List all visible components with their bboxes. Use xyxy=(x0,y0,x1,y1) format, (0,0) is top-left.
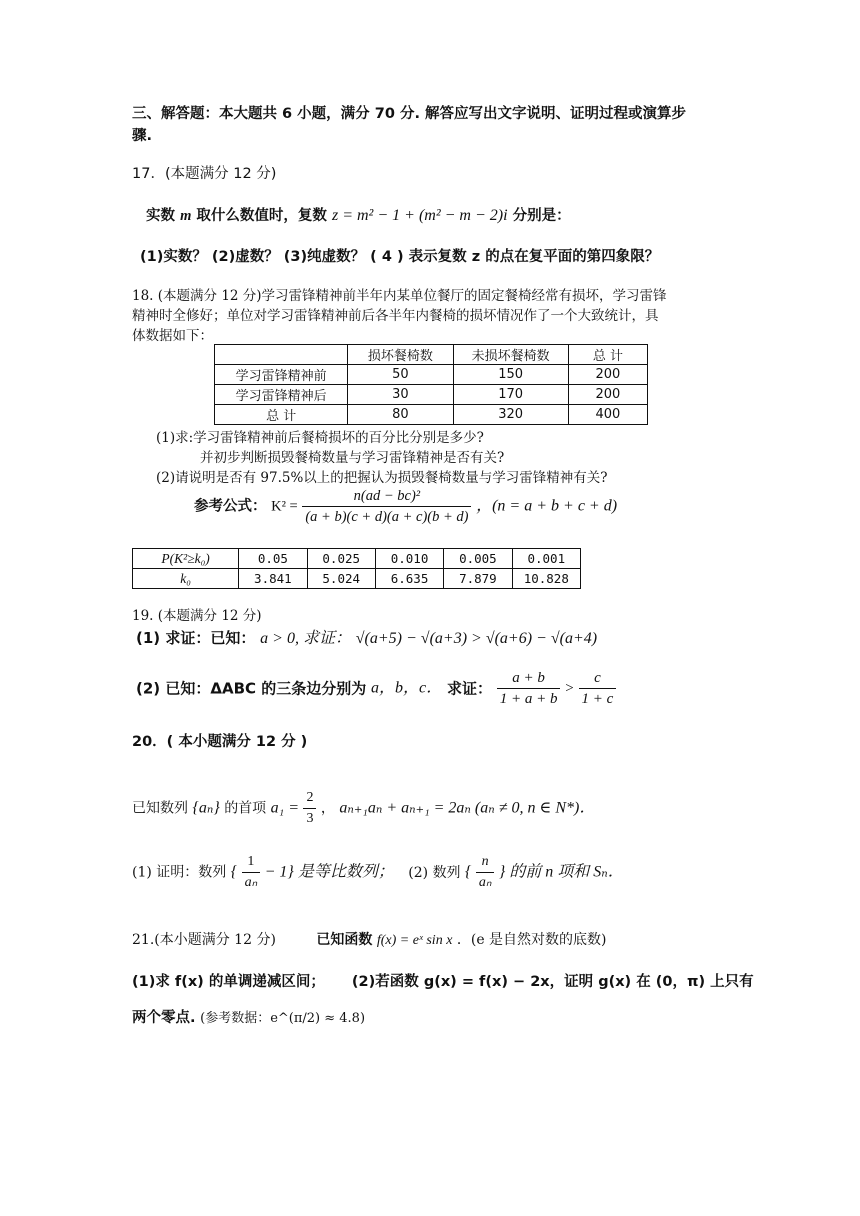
q20-p2-den: aₙ xyxy=(478,875,492,890)
table-cell: 200 xyxy=(568,385,647,405)
q20-stem: 已知数列 {aₙ} 的首项 a₁ = $\frac{2}{3}$ ， aₙ₊₁aₙ + aₙ₊₁ = 2aₙ (aₙ ≠ 0, n ∈ N*)． xyxy=(132,788,595,832)
table-cell: 320 xyxy=(453,405,568,425)
q21-ref: (参考数据：e^(π/2) ≈ 4.8) xyxy=(200,1011,366,1026)
q18-line3: 体数据如下： xyxy=(132,328,213,344)
table-cell: 总 计 xyxy=(215,405,348,425)
q21-stem: 已知函数 xyxy=(316,932,373,948)
q18-formula-label: 参考公式： xyxy=(194,498,267,515)
table-row xyxy=(215,405,648,425)
q19-p1-cond: a > 0, 求证： xyxy=(260,630,351,647)
table-cell: 10.828 xyxy=(512,569,580,589)
q20-seq: {aₙ} xyxy=(192,799,220,817)
q18-formula xyxy=(194,486,617,530)
q21-title: 21.(本小题满分 12 分) xyxy=(132,932,276,948)
q18-sub1b: 并初步判断损毁餐椅数量与学习雷锋精神是否有关? xyxy=(200,450,505,466)
q19-p2-num-left: a + b xyxy=(497,668,561,689)
q17-stem-a: 实数 xyxy=(146,208,175,224)
table-row xyxy=(133,549,581,569)
table-row xyxy=(215,365,648,385)
q19-p2-den-right: 1 + c xyxy=(581,691,614,707)
q17-title: 17．(本题满分 12 分) xyxy=(132,166,277,182)
q20-a1-fraction xyxy=(303,788,316,829)
q20-p2: (2) 数列 xyxy=(408,864,461,881)
table-cell: 170 xyxy=(453,385,568,405)
q20-stem-b: 的首项 xyxy=(224,800,267,817)
table-cell: 400 xyxy=(568,405,647,425)
q21-p1: (1)求 f(x) 的单调递减区间； xyxy=(132,974,325,990)
q19-p2-label: (2) 已知：ΔABC 的三条边分别为 xyxy=(136,679,367,698)
table-cell: 学习雷锋精神前 xyxy=(215,365,348,385)
table-cell: 6.635 xyxy=(375,569,443,589)
q20-p2-tail: } 的前 n 项和 Sₙ． xyxy=(498,863,624,881)
q20-p1: (1) 证明：数列 xyxy=(132,864,227,881)
q18-line2: 精神时全修好；单位对学习雷锋精神前后各半年内餐椅的损坏情况作了一个大致统计，具 xyxy=(132,308,659,324)
table-cell: 30 xyxy=(348,385,453,405)
q20-recur: aₙ₊₁aₙ + aₙ₊₁ = 2aₙ (aₙ ≠ 0, n ∈ N*)． xyxy=(339,799,596,817)
q18-formula-tail: ，(n = a + b + c + d) xyxy=(476,497,618,515)
table-cell: 0.005 xyxy=(444,549,512,569)
q17-stem-b: 取什么数值时，复数 xyxy=(196,208,327,224)
q18-formula-lhs: K² = xyxy=(271,498,298,515)
table-cell: 3.841 xyxy=(239,569,307,589)
table-cell: 150 xyxy=(453,365,568,385)
q20-stem-a: 已知数列 xyxy=(132,800,188,817)
section-heading-cont: 骤. xyxy=(132,128,153,144)
q20-a1-den: 3 xyxy=(306,811,314,826)
table-row xyxy=(133,569,581,589)
q21-note: ．(e 是自然对数的底数) xyxy=(456,932,607,948)
q19-p2-fraction-right xyxy=(579,668,617,709)
q18-data-table xyxy=(214,344,648,425)
table-row xyxy=(215,385,648,405)
table-cell xyxy=(215,345,348,365)
q19-p2-num-right: c xyxy=(579,668,617,689)
section-heading: 三、解答题：本大题共 6 小题，满分 70 分. 解答应写出文字说明、证明过程或演算步 xyxy=(132,106,687,122)
q19-p2-fraction-left xyxy=(497,668,561,709)
table-cell: 5.024 xyxy=(307,569,375,589)
q19-p2-den-left: 1 + a + b xyxy=(499,691,558,707)
table-row xyxy=(215,345,648,365)
q20-p2-num: n xyxy=(476,852,495,873)
q19-title: 19. (本题满分 12 分) xyxy=(132,608,262,624)
table-cell: 未损坏餐椅数 xyxy=(453,345,568,365)
table-cell: P(K²≥k₀) xyxy=(133,549,239,569)
q19-part1 xyxy=(136,628,597,649)
table-cell: 0.05 xyxy=(239,549,307,569)
q17-stem xyxy=(146,206,571,226)
table-cell: k₀ xyxy=(133,569,239,589)
q20-parts: (1) 证明：数列 { $\frac{1}{\text{aₙ}}$ − 1} 是等比数列； (2) 数列 { $\frac{n}{\text{aₙ}}$ } 的前 n 项和 Sₙ． xyxy=(132,852,624,896)
q20-p2-fraction xyxy=(476,852,495,893)
q18-line1: 18. (本题满分 12 分)学习雷锋精神前半年内某单位餐厅的固定餐椅经常有损坏，学习雷锋 xyxy=(132,288,667,304)
q20-p1-num: 1 xyxy=(242,852,261,873)
q21-line1 xyxy=(132,930,607,951)
q18-sub2: (2)请说明是否有 97.5%以上的把握认为损毁餐椅数量与学习雷锋精神有关? xyxy=(156,470,608,486)
q21-func: f(x) = eˣ sin x xyxy=(376,933,453,948)
q19-p1-label: (1) 求证：已知： xyxy=(136,629,256,647)
table-cell: 损坏餐椅数 xyxy=(348,345,453,365)
table-cell: 0.025 xyxy=(307,549,375,569)
table-cell: 0.010 xyxy=(375,549,443,569)
table-cell: 学习雷锋精神后 xyxy=(215,385,348,405)
q21-line2 xyxy=(132,972,754,992)
q19-part2 xyxy=(136,668,616,712)
table-cell: 0.001 xyxy=(512,549,580,569)
q19-p2-vars: a，b，c． xyxy=(371,679,443,697)
q20-p1-tail: − 1} 是等比数列； xyxy=(264,863,394,881)
q18-formula-denominator: (a + b)(c + d)(a + c)(b + d) xyxy=(305,509,469,525)
table-cell: 总 计 xyxy=(568,345,647,365)
q17-stem-m: m xyxy=(180,208,192,224)
q21-p2: (2)若函数 g(x) = f(x) − 2x，证明 g(x) 在 (0，π) 上只有 xyxy=(351,974,754,990)
q17-formula: z = m² − 1 + (m² − m − 2)i xyxy=(331,207,508,224)
q20-a1-num: 2 xyxy=(303,788,316,809)
q19-p2-gt: > xyxy=(565,680,574,697)
q17-parts: (1)实数？ (2)虚数？ (3)纯虚数？ ( 4 ) 表示复数 z 的点在复平面的第四象限？ xyxy=(140,249,660,265)
q18-sub1: (1)求:学习雷锋精神前后餐椅损坏的百分比分别是多少? xyxy=(156,430,484,446)
q21-line3 xyxy=(132,1008,365,1029)
q20-a1: a₁ = xyxy=(270,799,299,817)
q18-formula-numerator: n(ad − bc)² xyxy=(302,486,471,507)
q18-formula-fraction xyxy=(302,486,471,527)
q18-k-table xyxy=(132,548,581,589)
table-cell: 50 xyxy=(348,365,453,385)
q20-p1-fraction xyxy=(242,852,261,893)
table-cell: 200 xyxy=(568,365,647,385)
q19-p1-expr: √(a+5) − √(a+3) > √(a+6) − √(a+4) xyxy=(355,630,598,647)
q21-p2b: 两个零点. xyxy=(132,1010,196,1026)
q20-p1-den: aₙ xyxy=(244,875,258,890)
table-cell: 7.879 xyxy=(444,569,512,589)
table-cell: 80 xyxy=(348,405,453,425)
q17-stem-c: 分别是： xyxy=(512,208,571,224)
q20-title: 20．( 本小题满分 12 分 ) xyxy=(132,734,308,750)
q19-p2-prove: 求证： xyxy=(446,679,492,698)
